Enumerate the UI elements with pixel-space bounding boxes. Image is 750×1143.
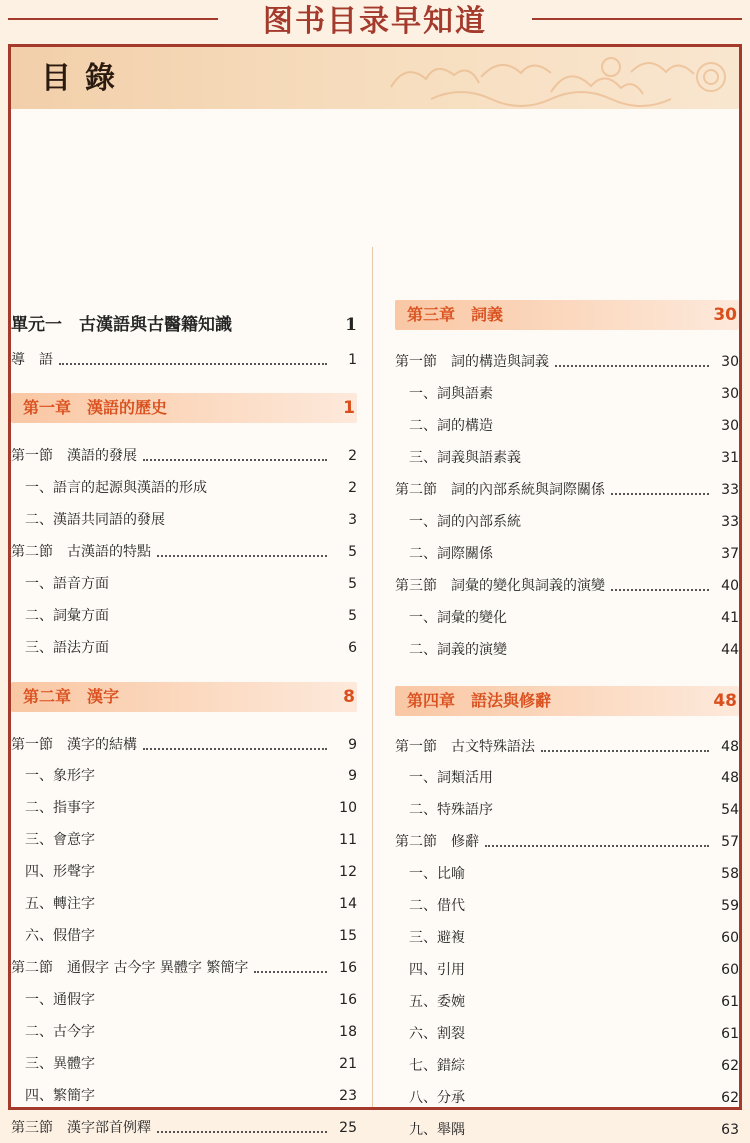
page-number: 1 bbox=[343, 398, 355, 418]
toc-entry bbox=[395, 893, 739, 919]
entry-label: 第三章 詞義 bbox=[407, 305, 504, 324]
chapter-heading bbox=[395, 300, 739, 330]
entry-label: 七、錯綜 bbox=[409, 1058, 465, 1074]
entry-label: 第二節 修辭 bbox=[395, 834, 479, 850]
page-number: 57 bbox=[721, 834, 739, 850]
toc-entry bbox=[395, 605, 739, 631]
entry-label: 第一章 漢語的歷史 bbox=[23, 398, 168, 417]
page-number: 21 bbox=[339, 1056, 357, 1072]
entry-label: 四、繁簡字 bbox=[25, 1088, 95, 1104]
dot-leader bbox=[555, 365, 709, 367]
page-number: 58 bbox=[721, 866, 739, 882]
page-number: 63 bbox=[721, 1122, 739, 1138]
page-number: 41 bbox=[721, 610, 739, 626]
entry-label: 一、語言的起源與漢語的形成 bbox=[25, 480, 207, 496]
toc-entry bbox=[11, 507, 357, 533]
toc-entry bbox=[11, 475, 357, 501]
entry-label: 一、語音方面 bbox=[25, 576, 109, 592]
entry-label: 五、轉注字 bbox=[25, 896, 95, 912]
chapter-heading bbox=[11, 393, 357, 423]
page-number: 44 bbox=[721, 642, 739, 658]
toc-entry bbox=[395, 1021, 739, 1047]
banner-line-right bbox=[532, 18, 742, 20]
dot-leader bbox=[541, 750, 709, 752]
dot-leader bbox=[157, 1131, 327, 1133]
entry-label: 一、詞類活用 bbox=[409, 770, 493, 786]
entry-label: 第一節 古文特殊語法 bbox=[395, 739, 535, 755]
page-number: 14 bbox=[339, 896, 357, 912]
toc-entry bbox=[395, 541, 739, 567]
page-number: 2 bbox=[348, 480, 357, 496]
entry-label: 第一節 漢字的結構 bbox=[11, 737, 137, 753]
toc-entry bbox=[395, 637, 739, 663]
toc-entry bbox=[11, 763, 357, 789]
dot-leader bbox=[485, 845, 709, 847]
page-number: 9 bbox=[348, 737, 357, 753]
entry-label: 導 語 bbox=[11, 352, 53, 368]
toc-entry bbox=[395, 477, 739, 503]
entry-label: 第三節 詞彙的變化與詞義的演變 bbox=[395, 578, 605, 594]
entry-label: 二、古今字 bbox=[25, 1024, 95, 1040]
page-number: 30 bbox=[721, 354, 739, 370]
entry-label: 第一節 詞的構造與詞義 bbox=[395, 354, 549, 370]
page-number: 61 bbox=[721, 994, 739, 1010]
header-band bbox=[11, 47, 739, 109]
entry-label: 二、指事字 bbox=[25, 800, 95, 816]
toc-entry bbox=[11, 987, 357, 1013]
toc-entry bbox=[395, 349, 739, 375]
dot-leader bbox=[254, 971, 327, 973]
page-number: 61 bbox=[721, 1026, 739, 1042]
entry-label: 四、引用 bbox=[409, 962, 465, 978]
toc-entry bbox=[395, 413, 739, 439]
entry-label: 二、借代 bbox=[409, 898, 465, 914]
toc-entry bbox=[395, 1085, 739, 1111]
entry-label: 三、詞義與語素義 bbox=[409, 450, 521, 466]
toc-entry bbox=[395, 445, 739, 471]
page-number: 23 bbox=[339, 1088, 357, 1104]
dot-leader bbox=[143, 459, 327, 461]
toc-entry bbox=[11, 859, 357, 885]
toc-entry bbox=[11, 732, 357, 758]
toc-entry bbox=[11, 955, 357, 981]
toc-entry bbox=[395, 509, 739, 535]
page-number: 5 bbox=[348, 576, 357, 592]
page-number: 9 bbox=[348, 768, 357, 784]
entry-label: 二、詞彙方面 bbox=[25, 608, 109, 624]
page-number: 54 bbox=[721, 802, 739, 818]
entry-label: 第三節 漢字部首例釋 bbox=[11, 1120, 151, 1136]
entry-label: 三、會意字 bbox=[25, 832, 95, 848]
entry-label: 一、詞的內部系統 bbox=[409, 514, 521, 530]
page-number: 3 bbox=[348, 512, 357, 528]
chapter-heading bbox=[395, 686, 739, 716]
toc-entry bbox=[11, 443, 357, 469]
page-number: 62 bbox=[721, 1058, 739, 1074]
entry-label: 單元一 古漢語與古醫籍知識 bbox=[11, 315, 232, 335]
entry-label: 二、詞際關係 bbox=[409, 546, 493, 562]
column-divider bbox=[372, 247, 373, 1107]
dot-leader bbox=[611, 493, 709, 495]
entry-label: 二、漢語共同語的發展 bbox=[25, 512, 165, 528]
entry-label: 第二節 通假字 古今字 異體字 繁簡字 bbox=[11, 960, 249, 976]
toc-entry bbox=[11, 635, 357, 661]
page-number: 62 bbox=[721, 1090, 739, 1106]
entry-label: 六、割裂 bbox=[409, 1026, 465, 1042]
entry-label: 四、形聲字 bbox=[25, 864, 95, 880]
toc-entry bbox=[11, 827, 357, 853]
toc-entry bbox=[395, 797, 739, 823]
unit-heading bbox=[11, 310, 357, 340]
page-number: 6 bbox=[348, 640, 357, 656]
dot-leader bbox=[157, 555, 327, 557]
page-number: 33 bbox=[721, 482, 739, 498]
toc-entry bbox=[11, 571, 357, 597]
page-number: 59 bbox=[721, 898, 739, 914]
toc-entry bbox=[11, 923, 357, 949]
page-number: 33 bbox=[721, 514, 739, 530]
toc-entry bbox=[11, 1019, 357, 1045]
page-number: 11 bbox=[339, 832, 357, 848]
page-title: 目錄 bbox=[41, 61, 129, 96]
page-number: 31 bbox=[721, 450, 739, 466]
toc-entry bbox=[11, 539, 357, 565]
page-number: 8 bbox=[343, 687, 355, 707]
entry-label: 一、通假字 bbox=[25, 992, 95, 1008]
entry-label: 一、詞與語素 bbox=[409, 386, 493, 402]
page-number: 37 bbox=[721, 546, 739, 562]
entry-label: 第一節 漢語的發展 bbox=[11, 448, 137, 464]
page-number: 12 bbox=[339, 864, 357, 880]
page-number: 48 bbox=[721, 770, 739, 786]
page-number: 48 bbox=[721, 739, 739, 755]
entry-label: 六、假借字 bbox=[25, 928, 95, 944]
page-number: 18 bbox=[339, 1024, 357, 1040]
page-number: 5 bbox=[348, 544, 357, 560]
page-number: 60 bbox=[721, 962, 739, 978]
entry-label: 第二章 漢字 bbox=[23, 687, 120, 706]
toc-entry bbox=[11, 347, 357, 373]
toc-entry bbox=[395, 1053, 739, 1079]
toc-entry bbox=[395, 734, 739, 760]
page-number: 1 bbox=[345, 315, 357, 335]
toc-entry bbox=[395, 925, 739, 951]
toc-entry bbox=[395, 573, 739, 599]
toc-entry bbox=[395, 861, 739, 887]
entry-label: 三、避複 bbox=[409, 930, 465, 946]
entry-label: 三、異體字 bbox=[25, 1056, 95, 1072]
page-number: 60 bbox=[721, 930, 739, 946]
page-number: 1 bbox=[348, 352, 357, 368]
entry-label: 二、詞的構造 bbox=[409, 418, 493, 434]
entry-label: 第二節 古漢語的特點 bbox=[11, 544, 151, 560]
page-number: 16 bbox=[339, 992, 357, 1008]
dot-leader bbox=[611, 589, 709, 591]
page-number: 30 bbox=[713, 305, 737, 325]
toc-entry bbox=[11, 795, 357, 821]
page-number: 15 bbox=[339, 928, 357, 944]
toc-entry bbox=[11, 1115, 357, 1141]
dot-leader bbox=[59, 363, 327, 365]
entry-label: 二、特殊語序 bbox=[409, 802, 493, 818]
entry-label: 三、語法方面 bbox=[25, 640, 109, 656]
entry-label: 一、詞彙的變化 bbox=[409, 610, 507, 626]
page-number: 10 bbox=[339, 800, 357, 816]
toc-entry bbox=[395, 381, 739, 407]
toc-entry bbox=[395, 829, 739, 855]
chapter-heading bbox=[11, 682, 357, 712]
entry-label: 一、比喻 bbox=[409, 866, 465, 882]
banner-title: 图书目录早知道 bbox=[263, 4, 487, 39]
toc-entry bbox=[11, 891, 357, 917]
entry-label: 五、委婉 bbox=[409, 994, 465, 1010]
toc-entry bbox=[11, 1083, 357, 1109]
toc-entry bbox=[11, 1051, 357, 1077]
dot-leader bbox=[143, 748, 327, 750]
entry-label: 第二節 詞的內部系統與詞際關係 bbox=[395, 482, 605, 498]
page-number: 16 bbox=[339, 960, 357, 976]
entry-label: 一、象形字 bbox=[25, 768, 95, 784]
toc-entry bbox=[395, 1117, 739, 1143]
entry-label: 第四章 語法與修辭 bbox=[407, 691, 552, 710]
entry-label: 二、詞義的演變 bbox=[409, 642, 507, 658]
page-number: 30 bbox=[721, 386, 739, 402]
page-number: 40 bbox=[721, 578, 739, 594]
entry-label: 八、分承 bbox=[409, 1090, 465, 1106]
toc-entry bbox=[395, 957, 739, 983]
toc-entry bbox=[395, 989, 739, 1015]
toc-page bbox=[8, 44, 742, 1138]
page-number: 2 bbox=[348, 448, 357, 464]
page-number: 5 bbox=[348, 608, 357, 624]
toc-entry bbox=[395, 765, 739, 791]
page-number: 25 bbox=[339, 1120, 357, 1136]
entry-label: 九、舉隅 bbox=[409, 1122, 465, 1138]
page-number: 48 bbox=[713, 691, 737, 711]
page-number: 30 bbox=[721, 418, 739, 434]
toc-entry bbox=[11, 603, 357, 629]
